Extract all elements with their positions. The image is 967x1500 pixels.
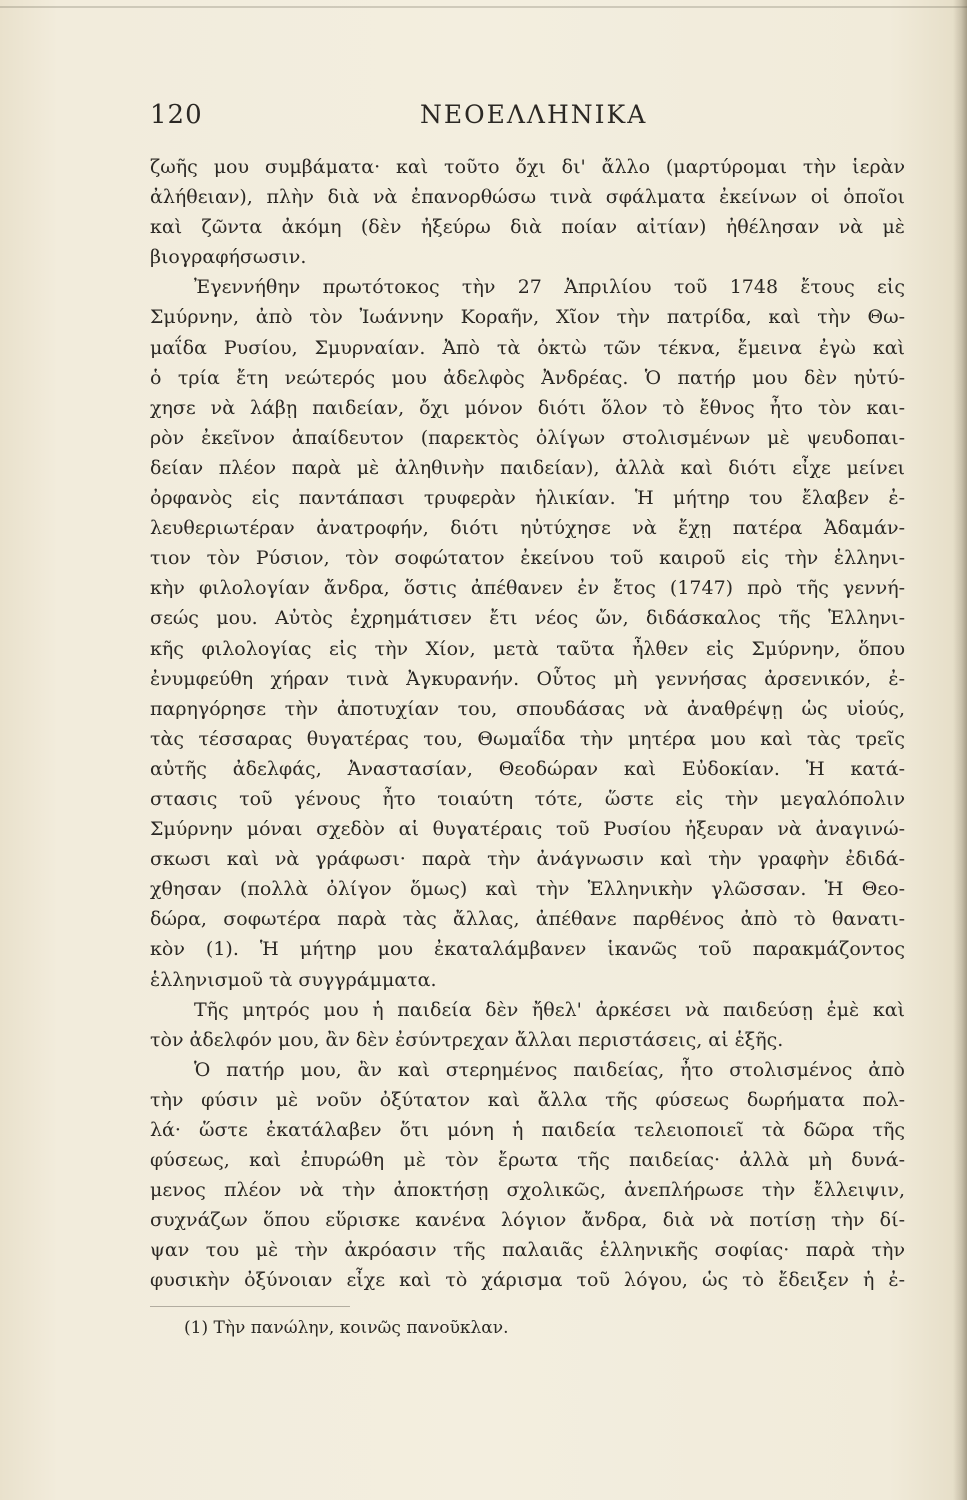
- running-head: [150, 100, 930, 140]
- page-binding-shadow: [953, 0, 967, 1500]
- top-edge-line: [0, 6, 967, 8]
- text-line: ἐνυμφεύθη χήραν τινὰ Ἀγκυρανήν. Οὗτος μὴ γεννήσας ἀρσενικόν, ἐ-: [150, 667, 905, 690]
- text-line: συχνάζων ὅπου εὕρισκε κανένα λόγιον ἄνδρα, διὰ νὰ ποτίσῃ τὴν δί-: [150, 1209, 905, 1232]
- text-line: χησε νὰ λάβῃ παιδείαν, ὄχι μόνον διότι ὅλον τὸ ἔθνος ἦτο τὸν και-: [150, 396, 905, 419]
- text-line: φυσικὴν ὀξύνοιαν εἶχε καὶ τὸ χάρισμα τοῦ λόγου, ὡς τὸ ἔδειξεν ἡ ἐ-: [150, 1269, 905, 1292]
- text-line: αὐτῆς ἀδελφάς, Ἀναστασίαν, Θεοδώραν καὶ Εὐδοκίαν. Ἡ κατά-: [150, 757, 905, 780]
- text-line: ὀρφανὸς εἰς παντάπασι τρυφερὰν ἡλικίαν. Ἡ μήτηρ του ἔλαβεν ἐ-: [150, 487, 905, 510]
- text-line: δείαν πλέον παρὰ μὲ ἀληθινὴν παιδείαν), ἀλλὰ καὶ διότι εἶχε μείνει: [150, 456, 905, 479]
- text-line: φύσεως, καὶ ἐπυρώθη μὲ τὸν ἔρωτα τῆς παιδείας· ἀλλὰ μὴ δυνά-: [150, 1149, 905, 1172]
- text-line: ρὸν ἐκεῖνον ἀπαίδευτον (παρεκτὸς ὀλίγων στολισμένων μὲ ψευδοπαι-: [150, 426, 905, 449]
- text-line: ὁ τρία ἔτη νεώτερός μου ἀδελφὸς Ἀνδρέας. Ὁ πατήρ μου δὲν ηὐτύ-: [150, 366, 905, 389]
- text-line: ἑλληνισμοῦ τὰ συγγράμματα.: [150, 968, 437, 991]
- text-line: βιογραφήσωσιν.: [150, 246, 307, 269]
- text-line: τὰς τέσσαρας θυγατέρας του, Θωμαΐδα τὴν μητέρα μου καὶ τὰς τρεῖς: [150, 727, 905, 750]
- text-line: κὸν (1). Ἡ μήτηρ μου ἐκαταλάμβανεν ἱκανῶς τοῦ παρακμάζοντος: [150, 938, 905, 961]
- text-line: κῆς φιλολογίας εἰς τὴν Χίον, μετὰ ταῦτα ἦλθεν εἰς Σμύρνην, ὅπου: [150, 637, 905, 660]
- page-number: 120: [150, 100, 203, 130]
- text-line: Τῆς μητρός μου ἡ παιδεία δὲν ἤθελ' ἀρκέσει νὰ παιδεύσῃ ἐμὲ καὶ: [194, 998, 905, 1021]
- text-line: κὴν φιλολογίαν ἄνδρα, ὅστις ἀπέθανεν ἐν ἔτος (1747) πρὸ τῆς γεννή-: [150, 577, 905, 600]
- text-line: λά· ὥστε ἐκατάλαβεν ὅτι μόνη ἡ παιδεία τελειοποιεῖ τὰ δῶρα τῆς: [150, 1119, 905, 1141]
- running-title: ΝΕΟΕΛΛΗΝΙΚΑ: [420, 100, 648, 129]
- text-line: μαΐδα Ρυσίου, Σμυρναίαν. Ἀπὸ τὰ ὀκτὼ τῶν τέκνα, ἔμεινα ἐγὼ καὶ: [150, 336, 905, 359]
- text-line: ζωῆς μου συμβάματα· καὶ τοῦτο ὄχι δι' ἄλλο (μαρτύρομαι τὴν ἱερὰν: [150, 156, 905, 178]
- text-line: χθησαν (πολλὰ ὀλίγον ὅμως) καὶ τὴν Ἑλληνικὴν γλῶσσαν. Ἡ Θεο-: [150, 878, 905, 901]
- text-line: παρηγόρησε τὴν ἀποτυχίαν του, σπουδάσας νὰ ἀναθρέψῃ ὡς υἱούς,: [150, 697, 905, 720]
- text-line: ψαν του μὲ τὴν ἀκρόασιν τῆς παλαιᾶς ἑλληνικῆς σοφίας· παρὰ τὴν: [150, 1239, 905, 1262]
- text-line: καὶ ζῶντα ἀκόμη (δὲν ἠξεύρω διὰ ποίαν αἰτίαν) ἠθέλησαν νὰ μὲ: [150, 216, 905, 239]
- footnote-divider: [150, 1306, 350, 1307]
- text-line: Σμύρνην μόναι σχεδὸν αἱ θυγατέραις τοῦ Ρυσίου ἠξευραν νὰ ἀναγινώ-: [150, 818, 905, 841]
- text-line: τιον τὸν Ρύσιον, τὸν σοφώτατον ἐκείνου τοῦ καιροῦ εἰς τὴν ἑλληνι-: [150, 547, 905, 570]
- text-line: ἀλήθειαν), πλὴν διὰ νὰ ἐπανορθώσω τινὰ σφάλματα ἐκείνων οἱ ὁποῖοι: [150, 186, 905, 209]
- text-line: μενος πλέον νὰ τὴν ἀποκτήσῃ σχολικῶς, ἀνεπλήρωσε τὴν ἔλλειψιν,: [150, 1179, 905, 1202]
- text-line: τὴν φύσιν μὲ νοῦν ὀξύτατον καὶ ἄλλα τῆς φύσεως δωρήματα πολ-: [150, 1088, 905, 1111]
- text-line: τὸν ἀδελφόν μου, ἂν δὲν ἐσύντρεχαν ἄλλαι περιστάσεις, αἱ ἑξῆς.: [150, 1028, 784, 1051]
- text-line: σεώς μου. Αὐτὸς ἐχρημάτισεν ἔτι νέος ὤν, διδάσκαλος τῆς Ἑλληνι-: [150, 607, 905, 630]
- text-line: Σμύρνην, ἀπὸ τὸν Ἰωάννην Κοραῆν, Χῖον τὴν πατρίδα, καὶ τὴν Θω-: [150, 306, 905, 329]
- body-text: [150, 152, 905, 1296]
- text-line: σκωσι καὶ νὰ γράφωσι· παρὰ τὴν ἀνάγνωσιν καὶ τὴν γραφὴν ἐδιδά-: [150, 848, 905, 871]
- text-line: στασις τοῦ γένους ἦτο τοιαύτη τότε, ὥστε εἰς τὴν μεγαλόπολιν: [150, 787, 905, 810]
- text-line: λευθεριωτέραν ἀνατροφήν, διότι ηὐτύχησε νὰ ἔχῃ πατέρα Ἀδαμάν-: [150, 517, 905, 540]
- text-line: δώρα, σοφωτέρα παρὰ τὰς ἄλλας, ἀπέθανε παρθένος ἀπὸ τὸ θανατι-: [150, 908, 905, 931]
- text-line: Ἐγεννήθην πρωτότοκος τὴν 27 Ἀπριλίου τοῦ 1748 ἔτους εἰς: [194, 276, 905, 299]
- footnote: (1) Τὴν πανώλην, κοινῶς πανοῦκλαν.: [184, 1318, 509, 1338]
- text-line: Ὁ πατήρ μου, ἂν καὶ στερημένος παιδείας, ἦτο στολισμένος ἀπὸ: [194, 1058, 905, 1081]
